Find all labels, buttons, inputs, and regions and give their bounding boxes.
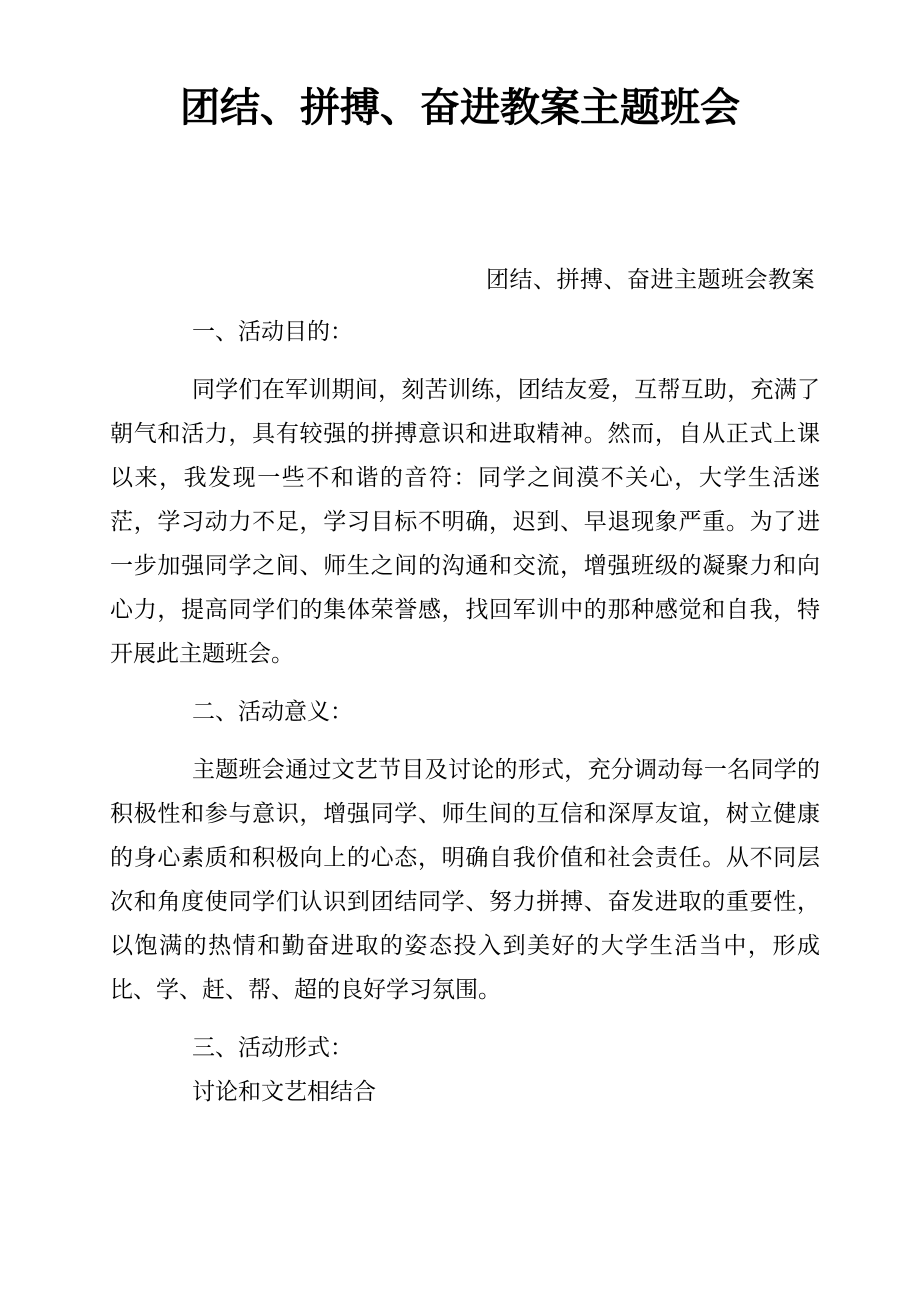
document-title: 团结、拼搏、奋进教案主题班会 xyxy=(180,84,740,131)
section-heading-significance: 二、活动意义： xyxy=(192,699,353,725)
section-heading-format: 三、活动形式： xyxy=(192,1035,353,1061)
section-body-significance: 主题班会通过文艺节目及讨论的形式，充分调动每一名同学的积极性和参与意识，增强同学、师生间的互信和深厚友谊，树立健康的身心素质和积极向上的心态，明确自我价值和社会责任。从不同层次和角度使同学们认识到团结同学、努力拼搏、奋发进取的重要性，以饱满的热情和勤奋进取的姿态投入到美好的大学生活当中，形成比、学、赶、帮、超的良好学习氛围。 xyxy=(110,757,820,1003)
section-body-format: 讨论和文艺相结合 xyxy=(192,1079,376,1105)
section-heading-purpose: 一、活动目的： xyxy=(192,319,353,345)
section-body-purpose: 同学们在军训期间，刻苦训练，团结友爱，互帮互助，充满了朝气和活力，具有较强的拼搏意识和进取精神。然而，自从正式上课以来，我发现一些不和谐的音符：同学之间漠不关心，大学生活迷茫，学习动力不足，学习目标不明确，迟到、早退现象严重。为了进一步加强同学之间、师生之间的沟通和交流，增强班级的凝聚力和向心力，提高同学们的集体荣誉感，找回军训中的那种感觉和自我，特开展此主题班会。 xyxy=(110,377,820,667)
document-body xyxy=(110,258,820,1114)
document-subtitle: 团结、拼搏、奋进主题班会教案 xyxy=(486,267,815,293)
